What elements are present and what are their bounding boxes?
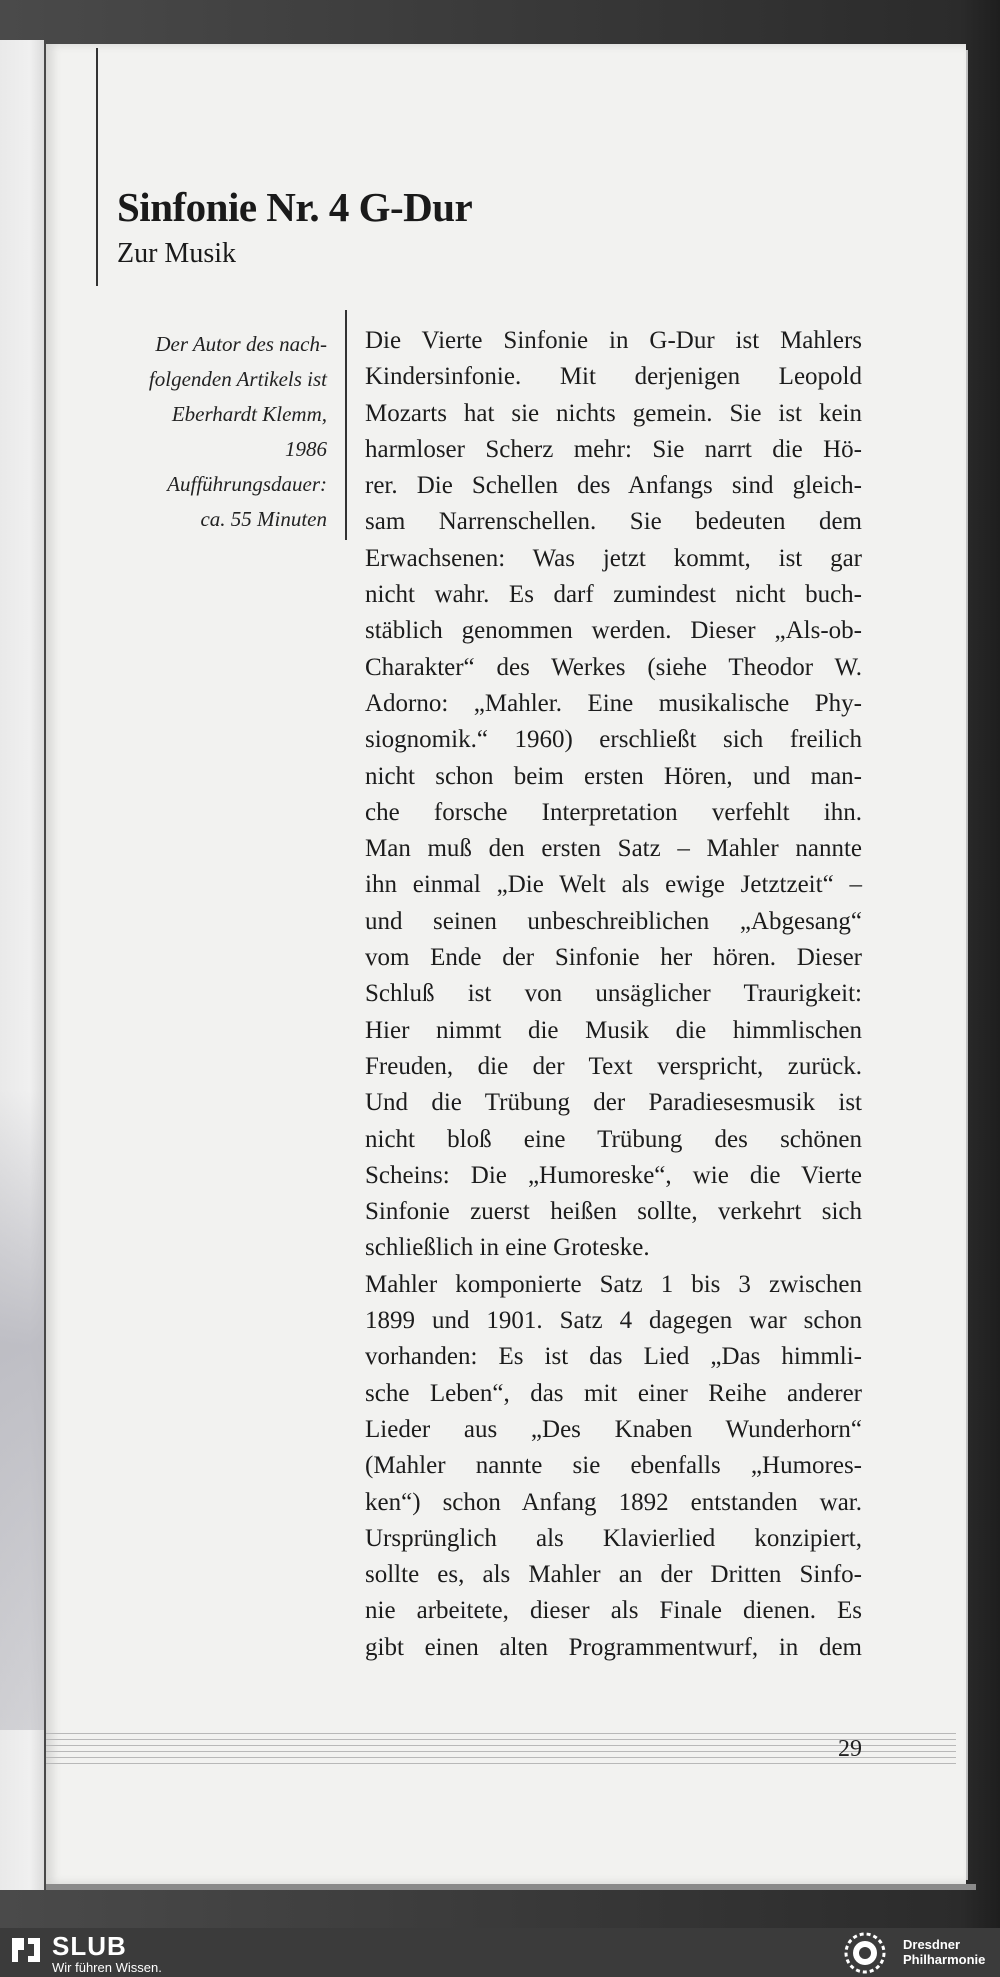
title-rule — [96, 48, 98, 286]
sidebar-line: folgenden Artikels ist — [148, 367, 327, 391]
page-title: Sinfonie Nr. 4 G-Dur — [117, 184, 473, 230]
body-line: Adorno: „Mahler. Eine musikalische Phy- — [365, 689, 862, 717]
philharmonie-logo-icon — [840, 1931, 890, 1975]
author-sidebar — [120, 327, 327, 537]
sidebar-rule — [345, 310, 347, 540]
body-line: sam Narrenschellen. Sie bedeuten dem — [365, 508, 862, 536]
body-line: nicht wahr. Es darf zumindest nicht buch- — [365, 581, 862, 609]
body-line: Scheins: Die „Humoreske“, wie die Vierte — [365, 1161, 862, 1189]
philharmonie-line: Dresdner — [903, 1937, 961, 1952]
body-line: (Mahler nannte sie ebenfalls „Humores- — [365, 1452, 862, 1480]
body-line: Freuden, die der Text verspricht, zurück. — [365, 1052, 862, 1080]
sidebar-line: Eberhardt Klemm, — [171, 402, 327, 426]
footer-bar — [0, 1928, 1000, 1977]
staff-line — [46, 1763, 956, 1764]
slub-name: SLUB — [52, 1931, 127, 1961]
body-line: nie arbeitete, dieser als Finale dienen. Es — [365, 1597, 862, 1625]
body-line: siognomik.“ 1960) erschließt sich freilich — [365, 726, 862, 754]
body-line: Erwachsenen: Was jetzt kommt, ist gar — [365, 544, 862, 572]
body-line: che forsche Interpretation verfehlt ihn. — [365, 798, 862, 826]
body-line: Mozarts hat sie nichts gemein. Sie ist kein — [365, 399, 862, 427]
body-line: Und die Trübung der Paradiesesmusik ist — [365, 1089, 862, 1117]
philharmonie-line: Philharmonie — [903, 1952, 986, 1967]
body-line: Sinfonie zuerst heißen sollte, verkehrt sich — [365, 1198, 862, 1226]
body-line: Ursprünglich als Klavierlied konzipiert, — [365, 1524, 862, 1552]
body-line: nicht schon beim ersten Hören, und man- — [365, 762, 862, 790]
sidebar-line: Der Autor des nach- — [155, 332, 327, 356]
staff-line — [46, 1733, 956, 1734]
left-page-edge — [0, 40, 44, 1890]
body-text — [365, 323, 862, 1666]
sidebar-line: Aufführungsdauer: — [167, 472, 327, 496]
philharmonie-name — [903, 1937, 985, 1967]
body-line: Hier nimmt die Musik die himmlischen — [365, 1016, 862, 1044]
body-line: sollte es, als Mahler an der Dritten Sinfo- — [365, 1561, 862, 1589]
body-line: gibt einen alten Programmentwurf, in dem — [365, 1633, 862, 1661]
page-subtitle: Zur Musik — [117, 238, 236, 269]
body-line: Mahler komponierte Satz 1 bis 3 zwischen — [365, 1270, 862, 1298]
body-line: ihn einmal „Die Welt als ewige Jetztzeit“ – — [365, 871, 862, 899]
body-line: sche Leben“, das mit einer Reihe anderer — [365, 1379, 862, 1407]
body-line: vorhanden: Es ist das Lied „Das himmli- — [365, 1343, 862, 1371]
page-bottom-strip — [46, 1884, 976, 1890]
body-line: Lieder aus „Des Knaben Wunderhorn“ — [365, 1415, 862, 1443]
body-line: harmloser Scherz mehr: Sie narrt die Hö- — [365, 435, 862, 463]
body-line: Schluß ist von unsäglicher Traurigkeit: — [365, 980, 862, 1008]
body-line: nicht bloß eine Trübung des schönen — [365, 1125, 862, 1153]
body-line: und seinen unbeschreiblichen „Abgesang“ — [365, 907, 862, 935]
sidebar-line: ca. 55 Minuten — [200, 507, 327, 531]
body-line: stäblich genommen werden. Dieser „Als-ob- — [365, 617, 862, 645]
body-line: schließlich in eine Groteske. — [365, 1234, 650, 1262]
body-line: Kindersinfonie. Mit derjenigen Leopold — [365, 363, 862, 391]
slub-logo-icon — [10, 1936, 42, 1964]
body-line: Die Vierte Sinfonie in G-Dur ist Mahlers — [365, 327, 862, 354]
sidebar-line: 1986 — [285, 437, 327, 461]
body-line: rer. Die Schellen des Anfangs sind gleich- — [365, 472, 862, 500]
body-line: Man muß den ersten Satz – Mahler nannte — [365, 835, 862, 863]
body-line: 1899 und 1901. Satz 4 dagegen war schon — [365, 1307, 862, 1335]
body-line: vom Ende der Sinfonie her hören. Dieser — [365, 944, 862, 972]
body-line: ken“) schon Anfang 1892 entstanden war. — [365, 1488, 862, 1516]
page-number: 29 — [838, 1736, 862, 1762]
body-line: Charakter“ des Werkes (siehe Theodor W. — [365, 653, 862, 681]
slub-tagline: Wir führen Wissen. — [52, 1960, 162, 1975]
